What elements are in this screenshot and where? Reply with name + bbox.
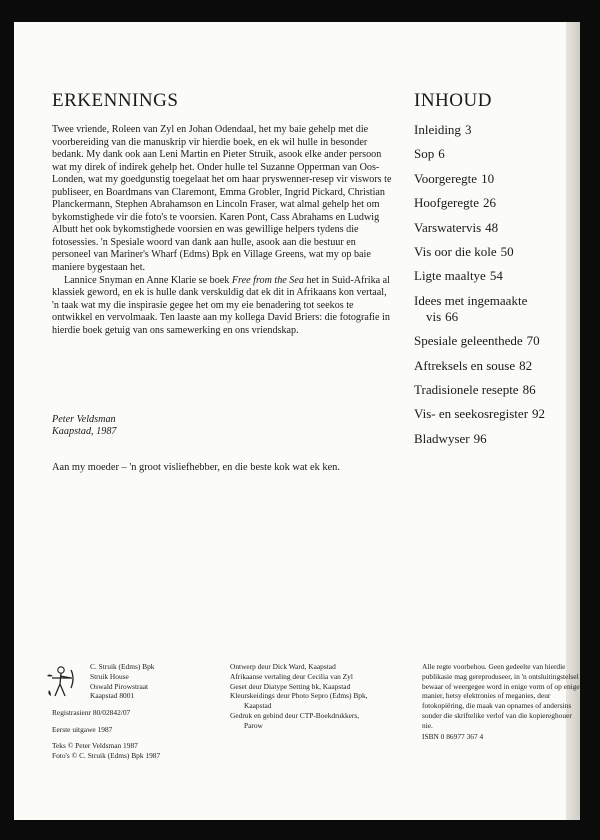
toc-item-ligte-maaltye: Ligte maaltye 54 [414,268,503,284]
toc-item-tradisionele-resepte: Tradisionele resepte 86 [414,381,536,397]
first-edition: Eerste uitgawe 1987 [52,724,113,734]
paragraph-2-start: Lannice Snyman en Anne Klarie se boek [64,274,232,286]
book-page [14,22,580,820]
acknowledgements-title: ERKENNINGS [52,90,179,111]
publisher-address: C. Struik (Edms) Bpk Struik House Oswald Pirowstraat Kaapstad 8001 [90,662,155,701]
paragraph-2-end: het in Suid-Afrika al klassiek geword, en ek is hulle dank verskuldig dat ek dit in Afrikaans kon vertaal, 'n taak wat my die inspirasie gegee het om my eie benadering tot seekos te ontwikkel en vervolmaak. Ten laaste aan my kollega David Briers: die fotografie in hierdie boek getuig van ons samewerking en ons vriendskap. [52,274,390,336]
isbn: ISBN 0 86977 367 4 [422,732,484,741]
toc-item-inleiding: Inleiding 3 [414,122,472,137]
contents-title: INHOUD [414,90,492,111]
registration-block [52,708,160,760]
toc-item-bladwyser: Bladwyser 96 [414,430,487,446]
toc-item-seekosregister: Vis- en seekosregister 92 [414,406,546,422]
toc-item-aftreksels-en-souse: Aftreksels en souse 82 [414,357,533,373]
toc-item-varswatervis: Varswatervis 48 [414,219,499,235]
acknowledgements-body [52,124,392,337]
toc-item-hoofgeregte: Hoofgeregte 26 [414,195,496,211]
acknowledgements-paragraph-2 [52,275,392,338]
publisher-archer-logo-icon [44,664,76,700]
signature-block [52,414,117,439]
toc-item-sop: Sop 6 [414,146,445,162]
toc-item-ingemaakte-vis: Idees met ingemaakte vis 66 [414,292,528,324]
toc-item-vis-oor-die-kole: Vis oor die kole 50 [414,243,514,259]
signature-name: Peter Veldsman [52,414,116,425]
toc-item-spesiale-geleenthede: Spesiale geleenthede 70 [414,333,540,349]
copyright-text: Teks © Peter Veldsman 1987 [52,741,138,751]
acknowledgements-paragraph-1: Twee vriende, Roleen van Zyl en Johan Odendaal, het my baie gehelp met die voorbereiding van die manuskrip vir hierdie boek, en ek wil hulle in besonder bedank. My dank ook aan Leni Martin en Pieter Struik, asook elke ander persoon wat my direk of indirek gehelp het. Onder hulle tel Suzanne Opperman van Oos-Londen, wat my goedgunstig toegelaat het om haar pryswenner-resep vir viswors te publiseer, en Boardmans van Claremont, Emma Grobler, Ingrid Pickard, Christian Planckermann, Stephen Abrahamson en Lincoln Fraser, wat almal gehelp het om bykomstighede vir die foto's te voorsien. Karen Pont, Cass Abrahams en Ludwig Albutt het ook bykomstighede voorsien en was gewillige helpers tydens die fotosessies. 'n Spesiale woord van dank aan hulle, asook aan die bestuur en personeel van Mariner's Wharf (Edms) Bpk en Village Greens, wat my op baie maniere bygestaan het. [52,124,392,274]
copyright-photos: Foto's © C. Struik (Edms) Bpk 1987 [52,750,161,760]
rights-reserved-notice: Alle regte voorbehou. Geen gedeelte van hierdie publikasie mag gereproduseer, in 'n ontsluitingstelsel bewaar of weergegee word in enige vorm of op enige manier, hetsy elektronies of meganies, deur fotokopiëring, die maak van opnames of andersins sonder die skriftelike verlof van die kopiereghouer nie. [422,662,580,730]
signature-place: Kaapstad, 1987 [52,426,117,438]
dedication: Aan my moeder – 'n groot visliefhebber, en die beste kok wat ek ken. [52,462,340,473]
contents-list [414,122,579,455]
production-credits: Ontwerp deur Dick Ward, Kaapstad Afrikaanse vertaling deur Cecilia van Zyl Geset deur Diatype Setting bk, Kaapstad Kleurskeidings deur Photo Sepro (Edms) Bpk, Kaapstad Gedruk en gebind deur CTP-Boekdrukkers, Parow [230,662,368,730]
book-title-free-from-the-sea: Free from the Sea [231,274,304,286]
toc-item-voorgeregte: Voorgeregte 10 [414,170,495,186]
registration-number: Registrasienr 80/02842/07 [52,708,131,717]
